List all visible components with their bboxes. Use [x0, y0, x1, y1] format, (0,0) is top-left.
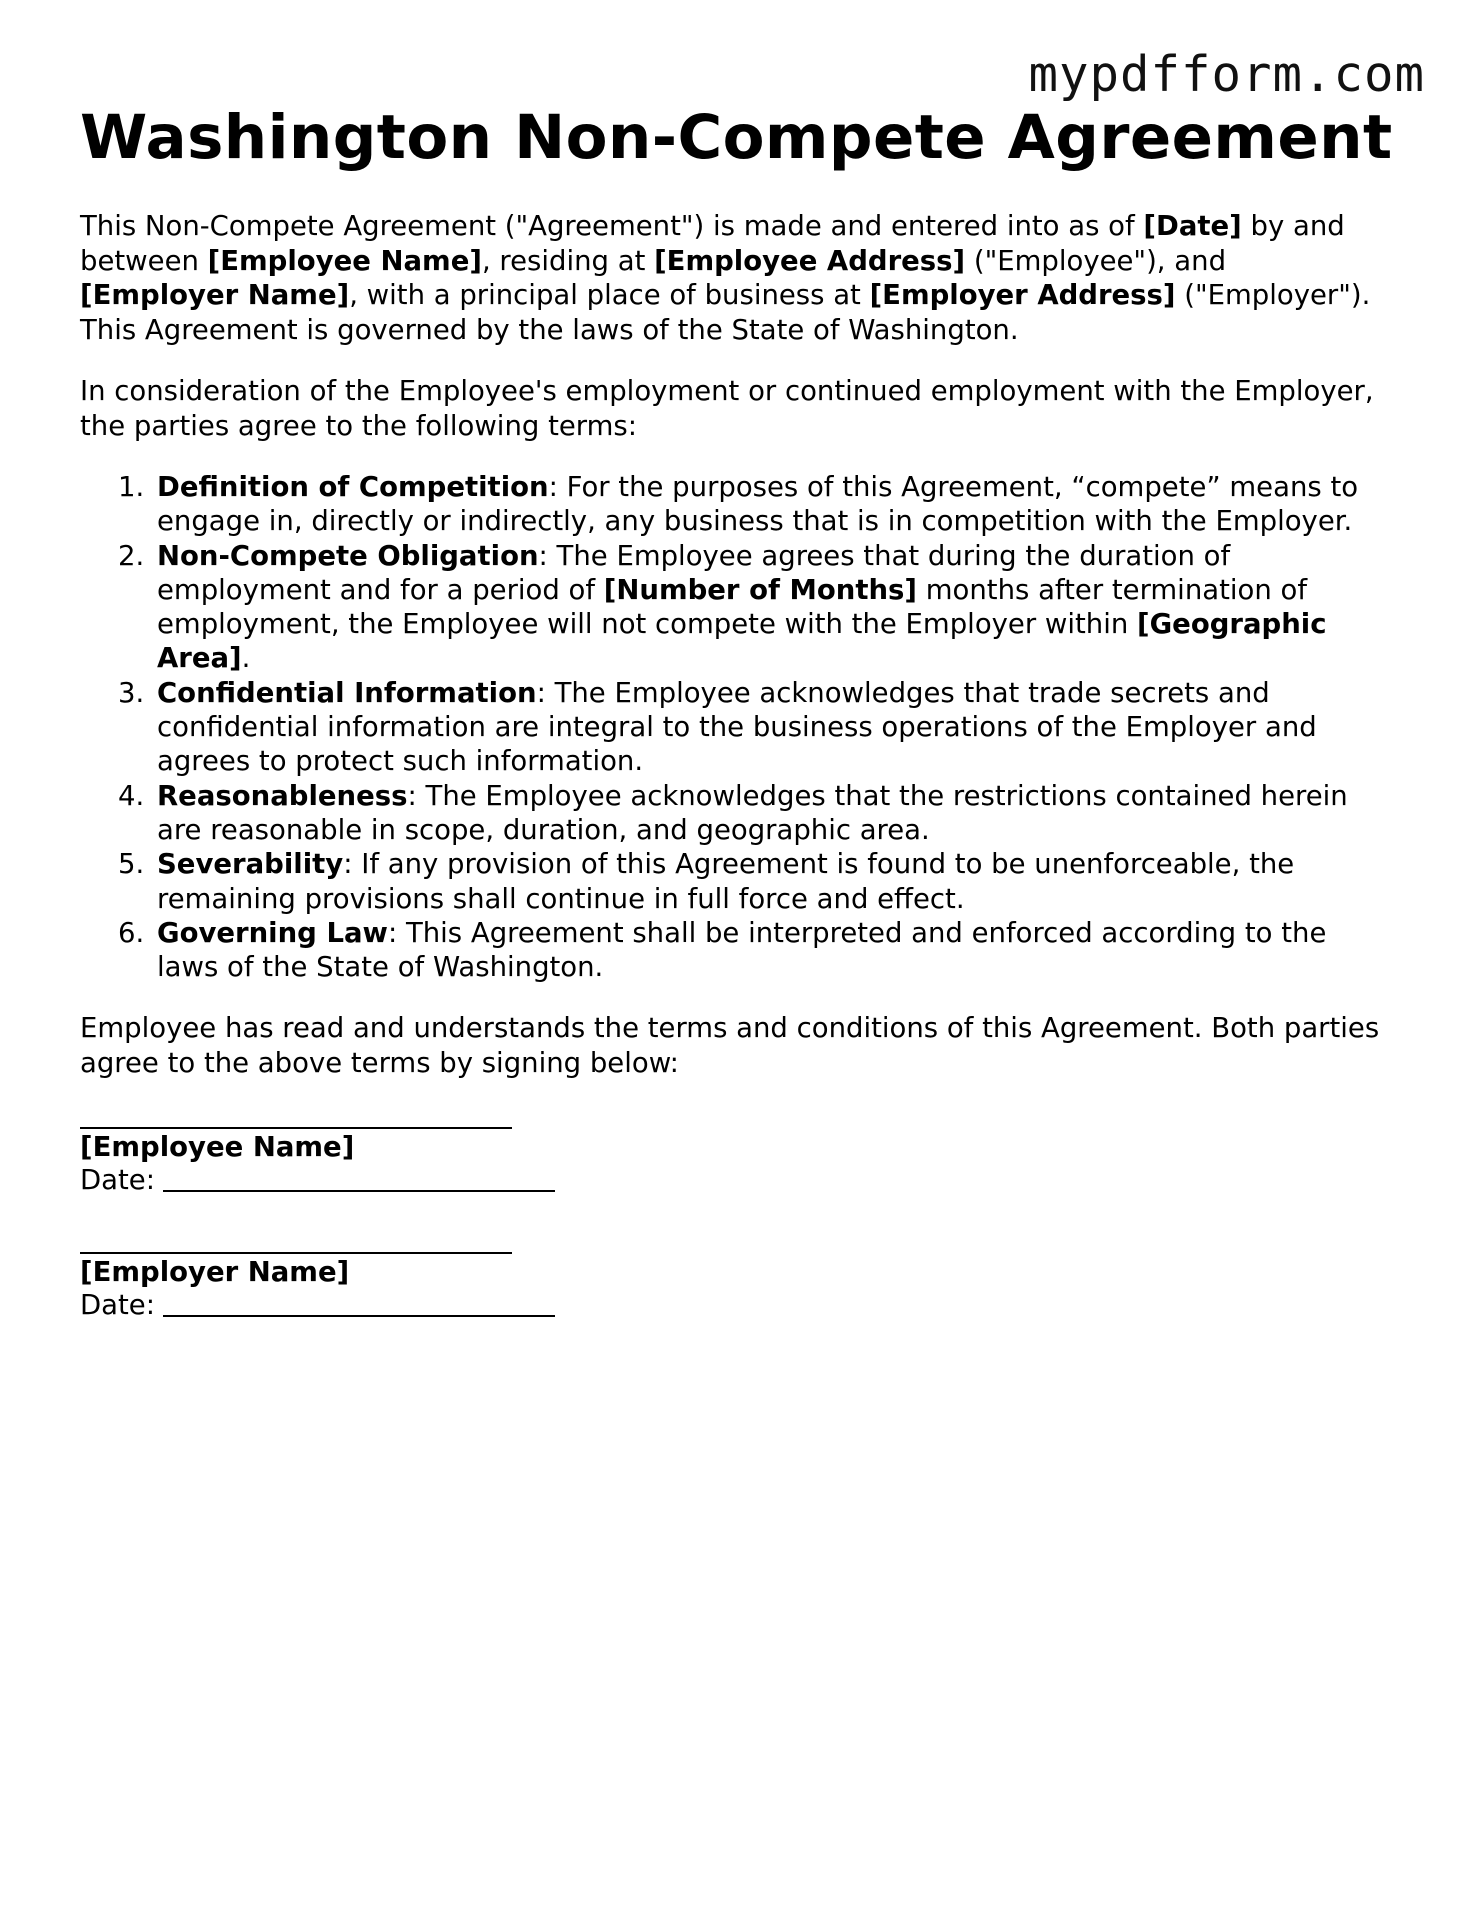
geographic-area-placeholder: [Geographic Area] — [157, 608, 1327, 675]
term-definition-of-competition — [153, 470, 1380, 539]
terms-list — [80, 470, 1380, 984]
employee-date-row — [80, 1164, 1380, 1197]
intro-paragraph: This Non-Compete Agreement ("Agreement") is made and entered into as of [Date] by and between [Employee Name], residing at [Employee Address] ("Employee"), and [Employer Name], with a principal place of business at [Employer Address] ("Employer"). This Agreement is governed by the laws of the State of Washington. — [80, 210, 1371, 346]
term-heading: Reasonableness — [157, 779, 408, 812]
date-label: Date: — [80, 1164, 155, 1197]
date-placeholder: [Date] — [1143, 210, 1242, 242]
term-reasonableness — [153, 779, 1380, 848]
employer-address-placeholder: [Employer Address] — [869, 279, 1176, 311]
employer-signature-block — [80, 1252, 1380, 1322]
employer-signature-name: [Employer Name] — [80, 1256, 350, 1289]
term-heading: Governing Law — [157, 916, 388, 949]
term-text: : The Employee acknowledges that trade secrets and confidential information are integral to the business operations of the Employer and agrees to protect such information. — [157, 676, 1317, 778]
term-text: : This Agreement shall be interpreted and enforced according to the laws of the State of Washington. — [157, 916, 1327, 984]
consideration-paragraph: In consideration of the Employee's employment or continued employment with the Employer, the parties agree to the following terms: — [80, 375, 1374, 442]
term-heading: Severability — [157, 848, 344, 881]
number-of-months-placeholder: [Number of Months] — [603, 573, 917, 606]
document-page — [80, 100, 1393, 1322]
closing-paragraph: Employee has read and understands the terms and conditions of this Agreement. Both parties agree to the above terms by signing below: — [80, 1012, 1380, 1079]
employee-signature-name: [Employee Name] — [80, 1131, 355, 1164]
employer-signature-line[interactable] — [80, 1252, 512, 1254]
employee-signature-block — [80, 1127, 1380, 1197]
employer-date-row — [80, 1289, 1380, 1322]
term-confidential-information — [153, 676, 1380, 779]
term-heading: Confidential Information — [157, 676, 537, 709]
term-heading: Non-Compete Obligation — [157, 539, 539, 572]
term-governing-law — [153, 916, 1380, 985]
employee-name-placeholder: [Employee Name] — [207, 244, 482, 277]
term-text: : If any provision of this Agreement is found to be unenforceable, the remaining provisions shall continue in full force and effect. — [157, 848, 1295, 915]
watermark: mypdfform.com — [1028, 46, 1425, 103]
term-non-compete-obligation: 2. Non-Compete Obligation: The Employee agrees that during the duration of employment and for a period of [Number of Months] months after termination of employment, the Employee will not compete with the Employer within [Geographic Area]. — [153, 539, 1380, 676]
term-severability — [153, 847, 1380, 916]
employer-date-line[interactable] — [163, 1291, 555, 1317]
date-label: Date: — [80, 1289, 155, 1322]
term-heading: Definition of Competition — [157, 471, 549, 503]
term-text: : For the purposes of this Agreement, “compete” means to engage in, directly or indirectly, any business that is in competition with the Employer. — [157, 471, 1359, 538]
employee-address-placeholder: [Employee Address] — [654, 244, 966, 277]
employee-date-line[interactable] — [163, 1166, 555, 1192]
document-title: Washington Non-Compete Agreement — [80, 102, 1393, 173]
term-text: : The Employee acknowledges that the restrictions contained herein are reasonable in scope, duration, and geographic area. — [157, 779, 1348, 846]
employer-name-placeholder: [Employer Name] — [80, 279, 350, 311]
employee-signature-line[interactable] — [80, 1127, 512, 1129]
